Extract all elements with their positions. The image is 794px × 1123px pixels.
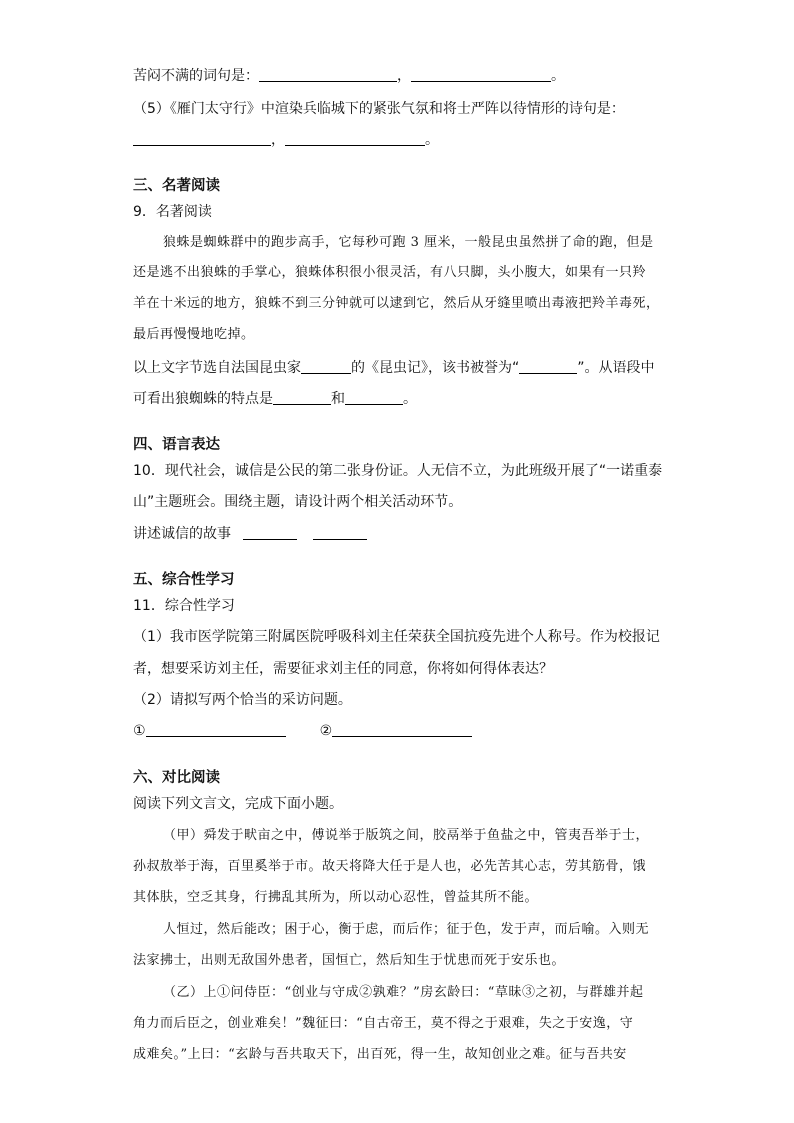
answer-marker: ② <box>319 723 333 739</box>
answer-blank[interactable] <box>313 525 367 540</box>
classical-text-line: （乙）上①问侍臣：“创业与守成②孰难？”房玄龄曰：“草昧③之初，与群雄并起 <box>163 985 644 1000</box>
answer-blank[interactable] <box>345 390 403 405</box>
classical-text-line: 法家拂士，出则无敌国外患者，国恒亡，然后知生于忧患而死于安乐也。 <box>133 953 566 968</box>
q9-question-line2 <box>133 389 663 409</box>
answer-blank[interactable] <box>146 722 286 737</box>
separator: ， <box>397 68 411 84</box>
passage-line: 狼蛛是蜘蛛群中的跑步高手，它每秒可跑 3 厘米，一般昆虫虽然拼了命的跑，但是 <box>163 235 654 250</box>
answer-blank[interactable] <box>243 525 297 540</box>
section-heading-4: 四、语言表达 <box>133 437 220 453</box>
q11-line2: 者，想要采访刘主任，需要征求刘主任的同意，你将如何得体表达？ <box>133 661 553 677</box>
section-heading-3: 三、名著阅读 <box>133 178 220 194</box>
answer-blank[interactable] <box>332 722 472 737</box>
passage-line: 羊在十米远的地方，狼蛛不到三分钟就可以逮到它，然后从牙缝里喷出毒液把羚羊毒死， <box>133 296 660 311</box>
q10-line3 <box>133 524 663 544</box>
q11-line1: （1）我市医学院第三附属医院呼吸科刘主任荣获全国抗疫先进个人称号。作为校报记 <box>133 629 660 645</box>
q11-answers <box>133 721 663 741</box>
answer-blank[interactable] <box>519 359 577 374</box>
classical-text-line: （甲）舜发于畎亩之中，傅说举于版筑之间，胶鬲举于鱼盐之中，管夷吾举于士， <box>163 828 650 843</box>
q8-line1 <box>133 66 663 86</box>
q11-label: 11．综合性学习 <box>133 598 235 614</box>
answer-blank[interactable] <box>259 67 397 82</box>
classical-text-line: 孙叔敖举于海，百里奚举于市。故天将降大任于是人也，必先苦其心志，劳其筋骨，饿 <box>133 859 647 874</box>
q9-text: 以上文字节选自法国昆虫家 <box>133 360 301 376</box>
passage-line: 最后再慢慢地吃掉。 <box>133 327 255 342</box>
period: 。 <box>425 132 439 148</box>
period: 。 <box>551 68 565 84</box>
answer-marker: ① <box>133 723 146 739</box>
answer-blank[interactable] <box>301 359 351 374</box>
q8-line2: （5）《雁门太守行》中渲染兵临城下的紧张气氛和将士严阵以待情形的诗句是： <box>133 101 625 117</box>
section6-intro: 阅读下列文言文，完成下面小题。 <box>133 796 343 812</box>
q9-label: 9．名著阅读 <box>133 204 212 220</box>
classical-text-line: 角力而后臣之，创业难矣！”魏征曰：“自古帝王，莫不得之于艰难，失之于安逸，守 <box>133 1016 634 1031</box>
answer-blank[interactable] <box>285 131 425 146</box>
classical-text-line: 人恒过，然后能改；困于心，衡于虑，而后作；征于色，发于声，而后喻。入则无 <box>163 922 650 937</box>
q10-line2: 山”主题班会。围绕主题，请设计两个相关活动环节。 <box>133 494 463 510</box>
q11-line3: （2）请拟写两个恰当的采访问题。 <box>133 692 352 708</box>
separator: ， <box>271 132 285 148</box>
section-heading-5: 五、综合性学习 <box>133 572 235 588</box>
q10-line1: 10．现代社会，诚信是公民的第二张身份证。人无信不立，为此班级开展了“一诺重泰 <box>133 463 663 479</box>
q8-line3 <box>133 130 663 150</box>
q8-line1-text: 苦闷不满的词句是： <box>133 68 259 84</box>
classical-text-line: 成难矣。”上曰：“玄龄与吾共取天下，出百死，得一生，故知创业之难。征与吾共安 <box>133 1047 627 1062</box>
classical-text-line: 其体肤，空乏其身，行拂乱其所为，所以动心忍性，曾益其所不能。 <box>133 890 539 905</box>
period: 。 <box>403 391 417 407</box>
q9-text: 和 <box>331 391 345 407</box>
answer-blank[interactable] <box>133 131 271 146</box>
section-heading-6: 六、对比阅读 <box>133 770 220 786</box>
passage-line: 还是逃不出狼蛛的手掌心，狼蛛体积很小很灵活，有八只脚，头小腹大，如果有一只羚 <box>133 265 647 280</box>
q9-text: 可看出狼蜘蛛的特点是 <box>133 391 273 407</box>
q10-item-text: 讲述诚信的故事 <box>133 526 231 542</box>
answer-blank[interactable] <box>273 390 331 405</box>
q9-text: 的《昆虫记》，该书被誉为“ <box>351 360 520 376</box>
answer-blank[interactable] <box>411 67 551 82</box>
q9-question-line1 <box>133 358 663 378</box>
q9-text: ”。从语段中 <box>577 360 655 376</box>
